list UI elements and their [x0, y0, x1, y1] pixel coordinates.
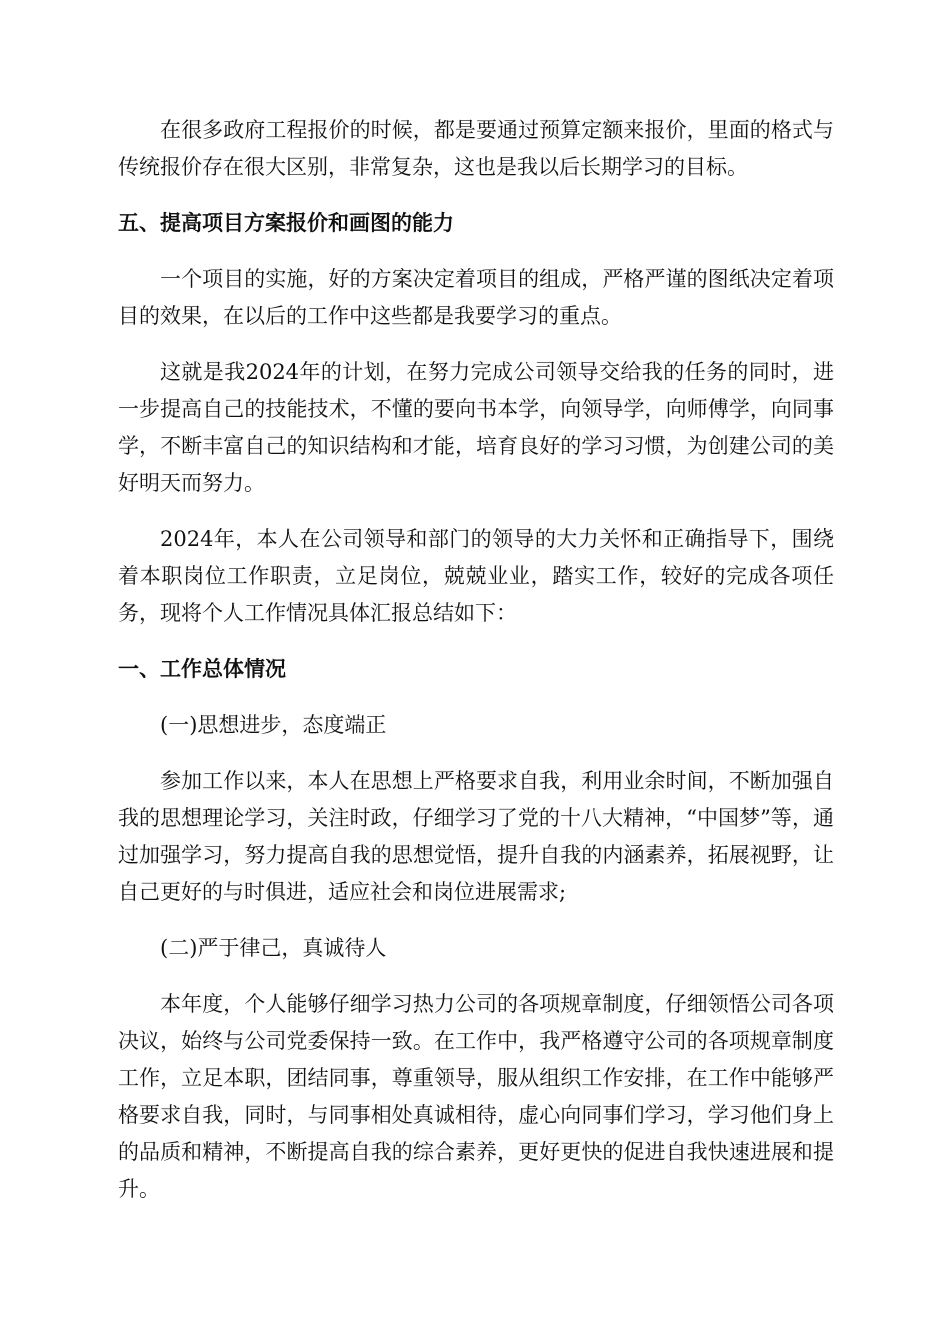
document-body — [118, 112, 834, 1227]
subheading-self-discipline: (二)严于律己，真诚待人 — [160, 936, 387, 960]
paragraph-project-plan: 一个项目的实施，好的方案决定着项目的组成，严格严谨的图纸决定着项目的效果，在以后的工作中这些都是我要学习的重点。 — [118, 267, 834, 328]
paragraph-2024-plan: 这就是我2024年的计划，在努力完成公司领导交给我的任务的同时，进一步提高自己的技能技术，不懂的要向书本学，向领导学，向师傅学，向同事学，不断丰富自己的知识结构和才能，培育良好的学习习惯，为创建公司的美好明天而努力。 — [118, 360, 834, 495]
paragraph-2024-summary-intro: 2024年，本人在公司领导和部门的领导的大力关怀和正确指导下，围绕着本职岗位工作职责，立足岗位，兢兢业业，踏实工作，较好的完成各项任务，现将个人工作情况具体汇报总结如下： — [118, 527, 834, 625]
paragraph-budget-quotation: 在很多政府工程报价的时候，都是要通过预算定额来报价，里面的格式与传统报价存在很大区别，非常复杂，这也是我以后长期学习的目标。 — [118, 118, 834, 179]
paragraph-rules-compliance: 本年度，个人能够仔细学习热力公司的各项规章制度，仔细领悟公司各项决议，始终与公司党委保持一致。在工作中，我严格遵守公司的各项规章制度工作，立足本职，团结同事，尊重领导，服从组织工作安排，在工作中能够严格要求自我，同时，与同事相处真诚相待，虚心向同事们学习，学习他们身上的品质和精神，不断提高自我的综合素养，更好更快的促进自我快速进展和提升。 — [118, 992, 834, 1201]
paragraph-thought-study: 参加工作以来，本人在思想上严格要求自我，利用业余时间，不断加强自我的思想理论学习，关注时政，仔细学习了党的十八大精神，“中国梦”等，通过加强学习，努力提高自我的思想觉悟，提升自我的内涵素养，拓展视野，让自己更好的与时俱进，适应社会和岗位进展需求; — [118, 769, 834, 904]
subheading-thought-progress: (一)思想进步，态度端正 — [160, 713, 387, 737]
heading-section-five: 五、提高项目方案报价和画图的能力 — [118, 211, 454, 235]
heading-section-one: 一、工作总体情况 — [118, 657, 286, 681]
